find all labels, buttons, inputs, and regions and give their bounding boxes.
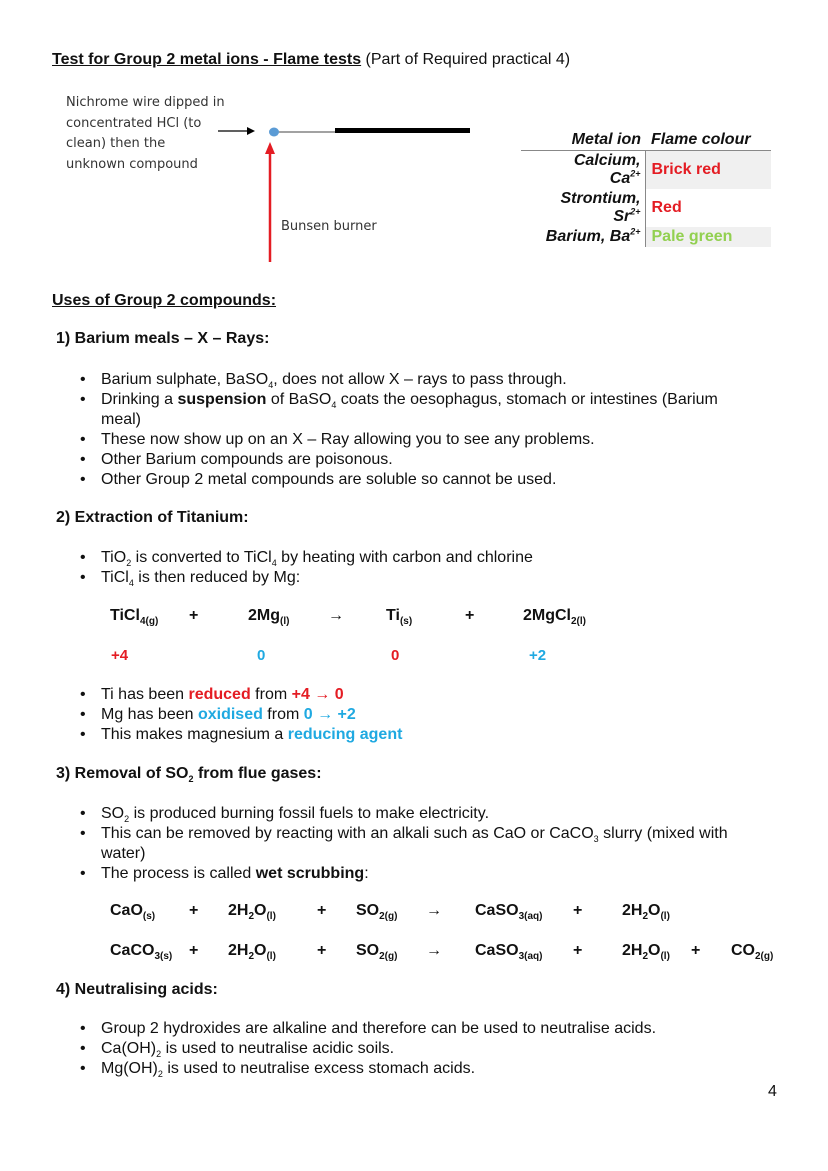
eq-term: $2H_2O_{(l)}$	[622, 902, 670, 923]
list-item: • Other Barium compounds are poisonous.	[80, 450, 760, 470]
ion-charge: 2+	[630, 168, 641, 179]
list-item: • Mg has been oxidised from 0 → +2	[80, 705, 760, 725]
heat-arrow-icon	[265, 142, 275, 262]
section-4-list	[80, 1019, 760, 1079]
title-main: Test for Group 2 metal ions - Flame tests	[52, 51, 362, 68]
header-metal-ion: Metal ion	[521, 130, 645, 151]
eq-term: CaCO$_{3(s)}$	[110, 942, 173, 963]
list-item: • TiCl$_4$ is then reduced by Mg:	[80, 568, 760, 588]
table-header-row	[521, 130, 771, 151]
wire-loop-icon	[269, 128, 470, 137]
list-item: • Group 2 hydroxides are alkaline and therefore can be used to neutralise acids.	[80, 1019, 760, 1039]
ox-state-mg-product: +2	[529, 647, 547, 664]
flame-colour: Red	[645, 189, 771, 227]
eq-term: $Ti_{(s)}$	[386, 607, 413, 628]
eq-term: $2Mg_{(l)}$	[248, 607, 290, 628]
list-item: • Ti has been reduced from +4 → 0	[80, 685, 760, 705]
page-number: 4	[768, 1083, 777, 1100]
ion-charge: 2+	[630, 226, 641, 237]
list-item: • TiO$_2$ is converted to TiCl$_4$ by heating with carbon and chlorine	[80, 548, 760, 568]
eq-plus: +	[465, 607, 475, 624]
eq-arrow: →	[328, 607, 344, 624]
metal-ion: Ca	[609, 170, 631, 187]
eq-term: TiCl$_{4(g)}$	[110, 607, 159, 628]
eq-plus: +	[573, 902, 583, 919]
arrow-right-icon	[218, 127, 255, 135]
table-row	[521, 151, 771, 190]
list-item: • These now show up on an X – Ray allowing you to see any problems.	[80, 430, 760, 450]
list-item: • $Mg(OH)_2$ is used to neutralise excess stomach acids.	[80, 1059, 760, 1079]
eq-plus: +	[317, 942, 327, 959]
section-3-heading: 3) Removal of $SO_2$ from flue gases:	[56, 765, 322, 785]
list-item: • $Ca(OH)_2$ is used to neutralise acidic soils.	[80, 1039, 760, 1059]
section-1-heading: 1) Barium meals – X – Rays:	[56, 330, 270, 347]
eq-arrow: →	[426, 902, 442, 919]
eq-term: 2MgCl$_{2(l)}$	[523, 607, 586, 628]
eq-term: $SO_{2(g)}$	[356, 942, 398, 963]
uses-heading: Uses of Group 2 compounds:	[52, 292, 277, 309]
list-item: • The process is called wet scrubbing:	[80, 864, 760, 884]
list-item: • This can be removed by reacting with an alkali such as CaO or CaCO$_3$ slurry (mixed with water)	[80, 824, 760, 864]
eq-term: $2H_2O_{(l)}$	[228, 902, 276, 923]
ox-state-ti-reactant: +4	[111, 647, 129, 664]
metal-name: Strontium,	[560, 190, 641, 207]
eq-term: $SO_{2(g)}$	[356, 902, 398, 923]
eq-plus: +	[189, 902, 199, 919]
section-2-list	[80, 548, 760, 588]
metal-name: Barium, Ba	[545, 228, 631, 245]
section-2-heading: 2) Extraction of Titanium:	[56, 509, 249, 526]
list-item: • This makes magnesium a reducing agent	[80, 725, 760, 745]
redox-list	[80, 685, 760, 745]
flame-colour: Brick red	[645, 151, 771, 190]
section-4-heading: 4) Neutralising acids:	[56, 981, 218, 998]
table-row	[521, 227, 771, 247]
header-flame-colour: Flame colour	[645, 130, 771, 151]
list-item: • Drinking a suspension of BaSO$_4$ coats the oesophagus, stomach or intestines (Barium meal)	[80, 390, 760, 430]
title-suffix: (Part of Required practical 4)	[361, 51, 571, 68]
eq-plus: +	[189, 607, 199, 624]
list-item: • Other Group 2 metal compounds are soluble so cannot be used.	[80, 470, 760, 490]
eq-term: $CO_{2(g)}$	[731, 942, 774, 963]
metal-ion: Sr	[613, 208, 631, 225]
ox-state-mg-reactant: 0	[257, 647, 266, 664]
wire-label: Nichrome wire dipped in concentrated HCl (to clean) then the unknown compound	[66, 95, 225, 172]
eq-plus: +	[317, 902, 327, 919]
eq-term: $2H_2O_{(l)}$	[622, 942, 670, 963]
ion-charge: 2+	[630, 206, 641, 217]
eq-plus: +	[189, 942, 199, 959]
bunsen-burner-label: Bunsen burner	[281, 219, 377, 234]
table-row	[521, 189, 771, 227]
eq-arrow: →	[426, 942, 442, 959]
metal-name: Calcium,	[573, 152, 641, 169]
list-item: • Barium sulphate, BaSO$_4$, does not allow X – rays to pass through.	[80, 370, 760, 390]
eq-term: $2H_2O_{(l)}$	[228, 942, 276, 963]
eq-term: CaO$_{(s)}$	[110, 902, 156, 923]
eq-plus: +	[573, 942, 583, 959]
flame-colour-table	[521, 130, 771, 247]
section-1-list	[80, 370, 760, 490]
eq-term: CaSO$_{3(aq)}$	[475, 942, 543, 963]
list-item: • $SO_2$ is produced burning fossil fuels to make electricity.	[80, 804, 760, 824]
flame-colour: Pale green	[645, 227, 771, 247]
section-3-list	[80, 804, 760, 884]
ox-state-ti-product: 0	[391, 647, 400, 664]
eq-term: CaSO$_{3(aq)}$	[475, 902, 543, 923]
eq-plus: +	[691, 942, 701, 959]
